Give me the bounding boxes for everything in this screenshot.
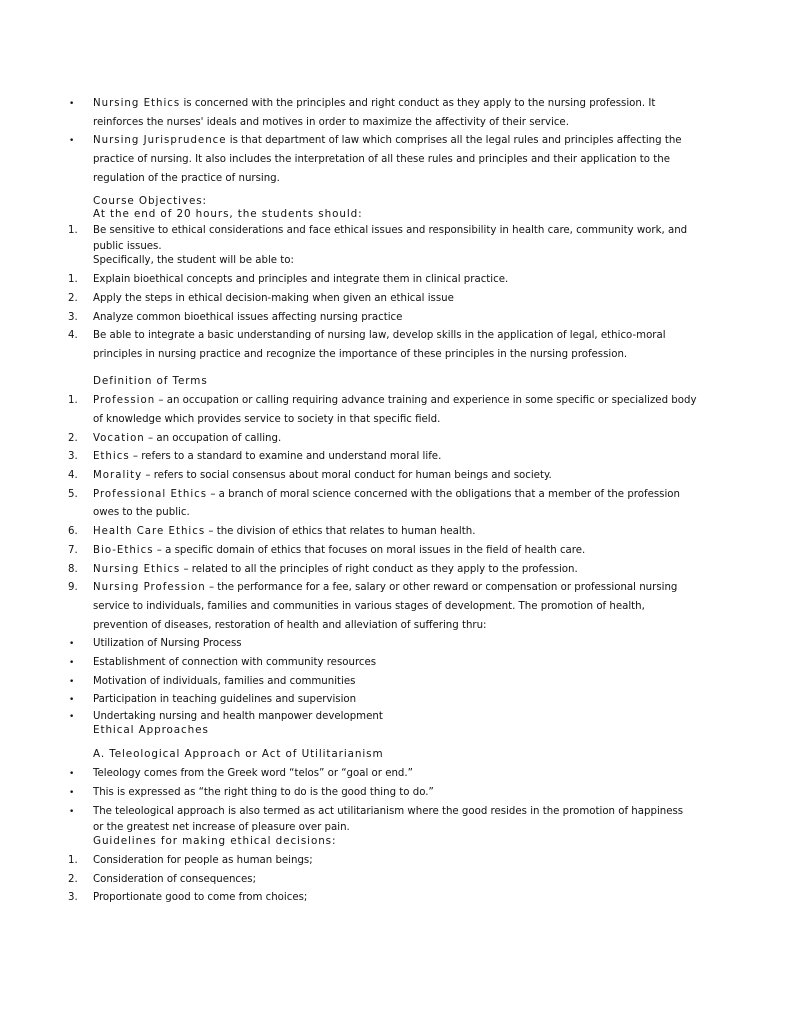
text-line: The teleological approach is also termed as act utilitarianism where the good resides in the promotion of happiness — [93, 805, 684, 817]
text-line: reinforces the nurses' ideals and motives in order to maximize the affectivity of their service. — [93, 116, 569, 128]
list-item — [0, 803, 791, 836]
list-number: 1. — [68, 854, 78, 866]
objective-specific-1 — [0, 271, 791, 290]
objective-specific-2 — [0, 290, 791, 309]
list-item — [0, 871, 703, 890]
objective-specific-3 — [0, 309, 791, 328]
text-line: – refers to a standard to examine and understand moral life. — [129, 451, 442, 463]
text-line: – an occupation of calling. — [144, 432, 282, 444]
objective-specific-4 — [0, 327, 791, 364]
text-line: – the performance for a fee, salary or other reward or compensation or professional nursing — [205, 582, 678, 594]
text-line: or the greatest net increase of pleasure over pain. — [93, 822, 350, 834]
list-number: 3. — [68, 892, 78, 904]
list-number: 2. — [68, 873, 78, 885]
definition-item — [0, 448, 791, 467]
term-label: Vocation — [93, 432, 145, 444]
list-number: 7. — [68, 544, 78, 556]
approaches-heading: Ethical Approaches — [93, 724, 209, 737]
term-label: Health Care Ethics — [93, 526, 206, 538]
term-label: Nursing Jurisprudence — [93, 135, 227, 147]
definition-item — [0, 523, 791, 542]
text-line: – a specific domain of ethics that focuses on moral issues in the field of health care. — [153, 544, 586, 556]
definition-item — [0, 579, 791, 635]
bullet-marker: • — [69, 658, 75, 669]
list-item — [0, 635, 703, 654]
list-item — [0, 710, 703, 724]
term-label: Nursing Ethics — [93, 98, 181, 109]
text-line: Proportionate good to come from choices; — [93, 892, 308, 904]
objectives-subheading: At the end of 20 hours, the students should: — [93, 208, 363, 221]
text-line: – refers to social consensus about moral conduct for human beings and society. — [142, 470, 552, 482]
list-number: 6. — [68, 526, 78, 538]
definition-item — [0, 392, 791, 429]
intro-item-nursing-ethics — [0, 95, 791, 132]
text-line: practice of nursing. It also includes the interpretation of all these rules and principles and their application to the — [93, 154, 670, 166]
bullet-marker: • — [69, 787, 75, 798]
text-line: of knowledge which provides service to society in that specific field. — [93, 413, 441, 425]
text-line: Teleology comes from the Greek word “telos” or “goal or end.” — [93, 768, 413, 780]
text-line: Participation in teaching guidelines and supervision — [93, 694, 357, 706]
text-line: prevention of diseases, restoration of health and alleviation of suffering thru: — [93, 619, 487, 631]
text-line: Analyze common bioethical issues affecting nursing practice — [93, 311, 403, 323]
definition-item — [0, 467, 791, 486]
text-line: – a branch of moral science concerned with the obligations that a member of the profession — [207, 488, 680, 500]
text-line: Be sensitive to ethical considerations and face ethical issues and responsibility in health care, community work, and — [93, 224, 688, 236]
list-item — [0, 691, 703, 710]
text-line: – the division of ethics that relates to human health. — [205, 526, 476, 538]
text-line: Be able to integrate a basic understanding of nursing law, develop skills in the application of legal, ethico-moral — [93, 330, 666, 342]
bullet-marker: • — [69, 639, 75, 650]
intro-item-nursing-jurisprudence — [0, 132, 791, 188]
text-line: Utilization of Nursing Process — [93, 638, 242, 650]
text-line: Apply the steps in ethical decision-making when given an ethical issue — [93, 292, 454, 304]
list-number: 1. — [68, 395, 78, 407]
term-label: Profession — [93, 395, 156, 407]
approaches-subheading: A. Teleological Approach or Act of Utilitarianism — [93, 747, 384, 760]
specific-intro: Specifically, the student will be able to: — [93, 255, 294, 267]
text-line: principles in nursing practice and recognize the importance of these principles in the nursing profession. — [93, 349, 628, 361]
text-line: – an occupation or calling requiring advance training and experience in some specific or specialized body — [155, 395, 697, 407]
text-line: Undertaking nursing and health manpower development — [93, 711, 383, 723]
text-line: Explain bioethical concepts and principles and integrate them in clinical practice. — [93, 274, 509, 286]
text-line: Establishment of connection with community resources — [93, 657, 377, 669]
list-number: 5. — [68, 488, 78, 500]
text-line: service to individuals, families and communities in various stages of development. The promotion of health, — [93, 600, 645, 612]
bullet-marker: • — [69, 136, 75, 147]
term-label: Nursing Profession — [93, 582, 206, 594]
text-line: Consideration for people as human beings; — [93, 854, 313, 866]
text-line: public issues. — [93, 241, 162, 253]
bullet-marker: • — [69, 676, 75, 687]
list-number: 4. — [68, 330, 78, 342]
bullet-marker: • — [69, 806, 75, 817]
text-line: Motivation of individuals, families and communities — [93, 675, 356, 687]
list-item — [0, 784, 703, 803]
text-line: owes to the public. — [93, 507, 190, 519]
text-line: regulation of the practice of nursing. — [93, 172, 280, 184]
text-line: This is expressed as “the right thing to do is the good thing to do.” — [93, 786, 434, 798]
list-item — [0, 852, 703, 871]
list-item — [0, 673, 703, 692]
text-line: is that department of law which comprises all the legal rules and principles affecting the — [226, 135, 682, 147]
list-number: 9. — [68, 582, 78, 594]
list-item — [0, 654, 703, 673]
list-number: 1. — [68, 274, 78, 286]
objective-general — [0, 222, 791, 255]
list-number: 4. — [68, 470, 78, 482]
bullet-marker: • — [69, 695, 75, 706]
text-line: is concerned with the principles and right conduct as they apply to the nursing profession. It — [180, 98, 656, 109]
term-label: Morality — [93, 470, 143, 482]
list-item — [0, 889, 703, 908]
list-number: 1. — [68, 224, 78, 236]
bullet-marker: • — [69, 769, 75, 780]
list-number: 8. — [68, 563, 78, 575]
term-label: Bio-Ethics — [93, 544, 154, 556]
guidelines-heading: Guidelines for making ethical decisions: — [93, 835, 337, 848]
term-label: Nursing Ethics — [93, 563, 181, 575]
text-line: – related to all the principles of right conduct as they apply to the profession. — [180, 563, 578, 575]
list-number: 3. — [68, 311, 78, 323]
list-item — [0, 765, 703, 784]
text-line: Consideration of consequences; — [93, 873, 257, 885]
list-number: 2. — [68, 432, 78, 444]
definition-item — [0, 486, 791, 523]
term-label: Professional Ethics — [93, 488, 208, 500]
definitions-heading: Definition of Terms — [93, 374, 208, 387]
definition-item — [0, 430, 791, 449]
bullet-marker: • — [69, 712, 75, 723]
term-label: Ethics — [93, 451, 130, 463]
list-number: 3. — [68, 451, 78, 463]
definition-item — [0, 542, 791, 561]
definition-item — [0, 561, 791, 580]
list-number: 2. — [68, 292, 78, 304]
bullet-marker: • — [69, 99, 75, 109]
objectives-heading: Course Objectives: — [93, 194, 207, 207]
